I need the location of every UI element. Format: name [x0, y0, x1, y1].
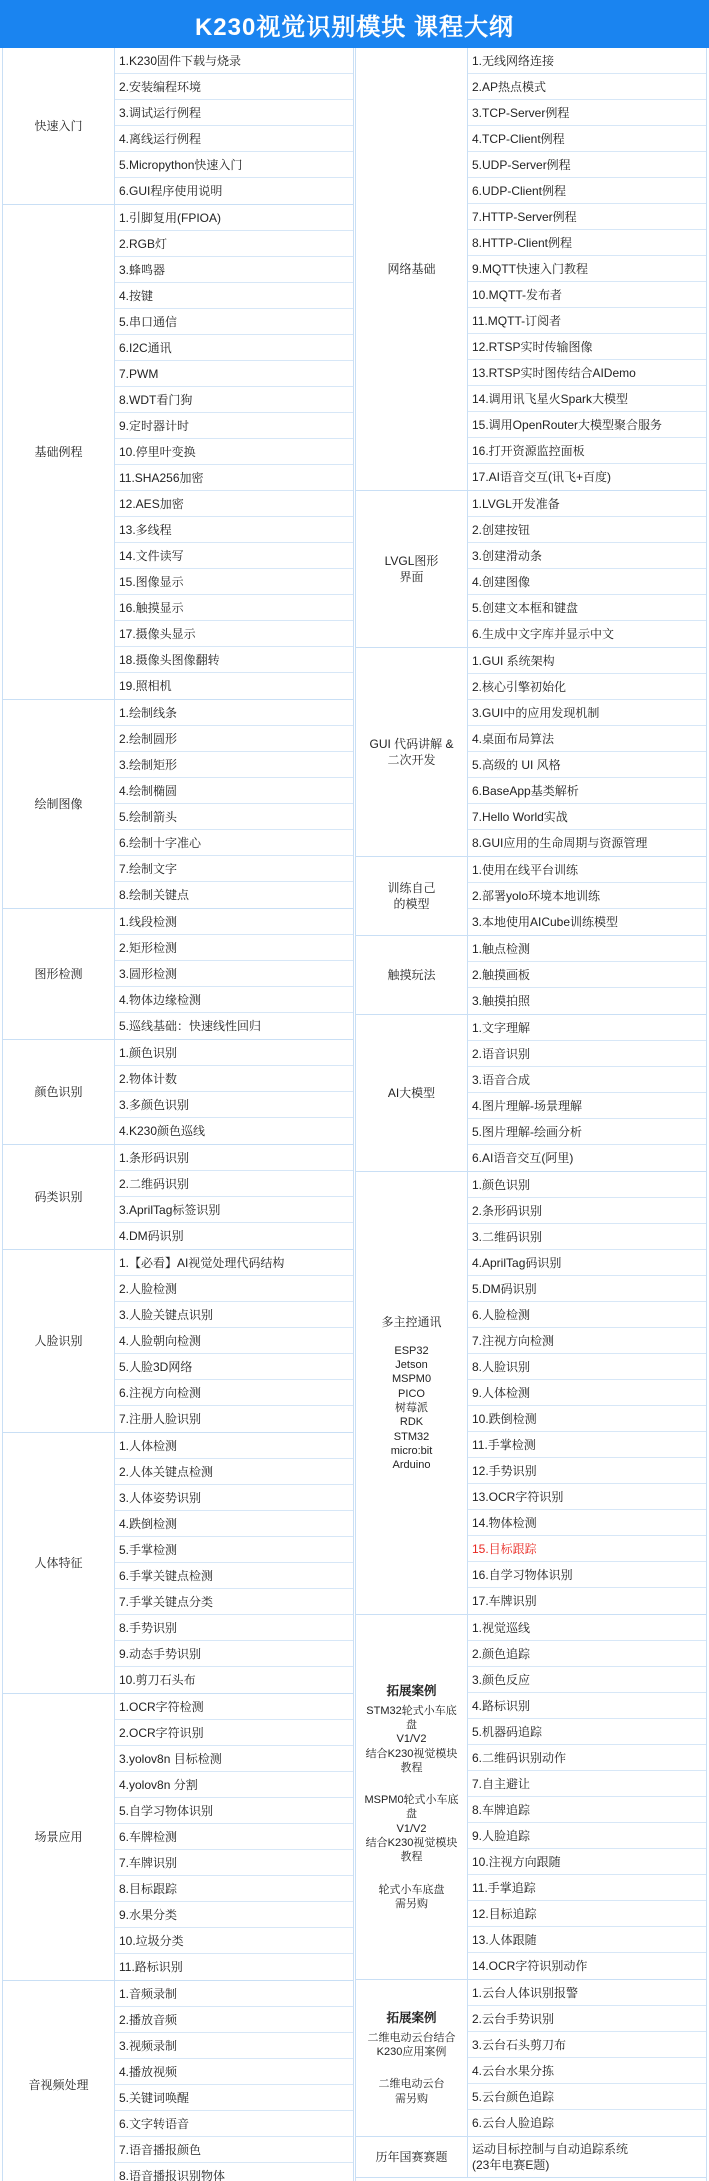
lesson-item: 8.人脸识别 — [468, 1354, 706, 1380]
category-cell — [3, 909, 115, 1039]
lesson-list — [115, 1145, 353, 1249]
lesson-item: 17.摄像头显示 — [115, 621, 353, 647]
lesson-item: 1.颜色识别 — [115, 1040, 353, 1066]
lesson-item: 4.物体边缘检测 — [115, 987, 353, 1013]
lesson-item: 2.条形码识别 — [468, 1198, 706, 1224]
lesson-item: 2.RGB灯 — [115, 231, 353, 257]
lesson-item: 3.视频录制 — [115, 2033, 353, 2059]
category-cell — [356, 491, 468, 647]
lesson-item: 3.颜色反应 — [468, 1667, 706, 1693]
course-group — [356, 491, 706, 648]
category-cell — [356, 1172, 468, 1614]
lesson-item: 7.注册人脸识别 — [119, 1412, 202, 1426]
category-label: 人体特征 — [34, 1555, 83, 1570]
course-group — [3, 205, 353, 700]
lesson-item: 3.触摸拍照 — [472, 994, 531, 1008]
lesson-item: 1.条形码识别 — [115, 1145, 353, 1171]
lesson-item: 4.yolov8n 分割 — [115, 1772, 353, 1798]
lesson-item: 7.HTTP-Server例程 — [468, 204, 706, 230]
lesson-item: 11.MQTT-订阅者 — [468, 308, 706, 334]
category-label: 场景应用 — [34, 1829, 83, 1844]
lesson-item: 6.文字转语音 — [115, 2111, 353, 2137]
lesson-item: 13.RTSP实时图传结合AIDemo — [468, 360, 706, 386]
category-label: GUI 代码讲解 & 二次开发 — [369, 736, 454, 767]
lesson-item: 2.AP热点模式 — [468, 74, 706, 100]
lesson-item: 2.创建按钮 — [468, 517, 706, 543]
lesson-item: 5.人脸3D网络 — [115, 1354, 353, 1380]
lesson-item: 1.触点检测 — [468, 936, 706, 962]
category-note: MSPM0轮式小车底盘 V1/V2 结合K230视觉模块教程 — [364, 1794, 459, 1864]
lesson-item: 1.GUI 系统架构 — [468, 648, 706, 674]
lesson-item: 1.OCR字符检测 — [115, 1694, 353, 1720]
lesson-item: 4.云台水果分拣 — [468, 2058, 706, 2084]
lesson-item: 4.播放视频 — [115, 2059, 353, 2085]
lesson-list — [468, 1980, 706, 2136]
lesson-item: 4.离线运行例程 — [115, 126, 353, 152]
lesson-item: 6.二维码识别动作 — [468, 1745, 706, 1771]
lesson-list — [115, 1040, 353, 1144]
lesson-item: 11.手掌检测 — [468, 1432, 706, 1458]
lesson-item: 3.调试运行例程 — [115, 100, 353, 126]
lesson-item: 4.按键 — [115, 283, 353, 309]
category-cell — [3, 1250, 115, 1432]
category-label: 网络基础 — [387, 261, 436, 276]
lesson-item: 7.自主避让 — [468, 1771, 706, 1797]
lesson-item: 3.云台石头剪刀布 — [468, 2032, 706, 2058]
lesson-item: 6.注视方向检测 — [115, 1380, 353, 1406]
lesson-item: 7.车牌识别 — [115, 1850, 353, 1876]
course-group — [3, 1145, 353, 1250]
lesson-item: 3.GUI中的应用发现机制 — [468, 700, 706, 726]
lesson-item: 15.调用OpenRouter大模型聚合服务 — [468, 412, 706, 438]
category-label: 基础例程 — [34, 444, 83, 459]
category-cell — [356, 936, 468, 1014]
course-group — [356, 1172, 706, 1615]
lesson-item: 2.云台手势识别 — [468, 2006, 706, 2032]
category-label: 拓展案例 — [386, 2010, 437, 2025]
lesson-item: 6.GUI程序使用说明 — [119, 184, 223, 198]
lesson-item: 1.视觉巡线 — [468, 1615, 706, 1641]
course-group — [3, 700, 353, 909]
category-label: 快速入门 — [34, 118, 83, 133]
lesson-item: 10.注视方向跟随 — [468, 1849, 706, 1875]
lesson-item: 6.BaseApp基类解析 — [468, 778, 706, 804]
lesson-item: 7.Hello World实战 — [468, 804, 706, 830]
lesson-list — [468, 1172, 706, 1614]
lesson-item: 1.无线网络连接 — [468, 48, 706, 74]
lesson-item: 8.GUI应用的生命周期与资源管理 — [472, 836, 648, 850]
category-label: 多主控通讯 — [381, 1314, 442, 1329]
category-note: 二维电动云台结合 K230应用案例 — [367, 2031, 456, 2059]
lesson-item: 14.调用讯飞星火Spark大模型 — [468, 386, 706, 412]
lesson-item: 4.TCP-Client例程 — [468, 126, 706, 152]
lesson-item: 12.AES加密 — [115, 491, 353, 517]
category-note: 轮式小车底盘 需另购 — [378, 1883, 445, 1910]
lesson-item: 1.引脚复用(FPIOA) — [115, 205, 353, 231]
lesson-item: 1.LVGL开发准备 — [468, 491, 706, 517]
lesson-item: 7.注视方向检测 — [468, 1328, 706, 1354]
lesson-item: 9.定时器计时 — [115, 413, 353, 439]
lesson-item: 1.绘制线条 — [115, 700, 353, 726]
lesson-item: 9.人脸追踪 — [468, 1823, 706, 1849]
lesson-item: 5.串口通信 — [115, 309, 353, 335]
lesson-item: 3.语音合成 — [468, 1067, 706, 1093]
lesson-item: 5.创建文本框和键盘 — [468, 595, 706, 621]
lesson-item: 1.使用在线平台训练 — [468, 857, 706, 883]
lesson-item: 3.AprilTag标签识别 — [115, 1197, 353, 1223]
lesson-item: 4.创建图像 — [468, 569, 706, 595]
lesson-item: 9.MQTT快速入门教程 — [468, 256, 706, 282]
lesson-item: 17.车牌识别 — [472, 1594, 537, 1608]
lesson-item: 5.自学习物体识别 — [115, 1798, 353, 1824]
course-group — [3, 1981, 353, 2181]
lesson-list — [115, 700, 353, 908]
lesson-item: 10.停里叶变换 — [115, 439, 353, 465]
lesson-item: 2.二维码识别 — [115, 1171, 353, 1197]
lesson-item: 7.手掌关键点分类 — [115, 1589, 353, 1615]
lesson-item: 13.OCR字符识别 — [468, 1484, 706, 1510]
lesson-item: 1.音频录制 — [115, 1981, 353, 2007]
course-group — [3, 48, 353, 205]
category-cell — [3, 1145, 115, 1249]
lesson-item: 14.物体检测 — [468, 1510, 706, 1536]
lesson-item: 3.TCP-Server例程 — [468, 100, 706, 126]
lesson-item: 5.Micropython快速入门 — [115, 152, 353, 178]
category-label: 触摸玩法 — [387, 967, 436, 982]
category-cell — [3, 1981, 115, 2181]
lesson-item: 1.文字理解 — [468, 1015, 706, 1041]
lesson-item: 12.目标追踪 — [468, 1901, 706, 1927]
lesson-item: 4.跌倒检测 — [115, 1511, 353, 1537]
lesson-item: 6.AI语音交互(阿里) — [472, 1151, 574, 1165]
lesson-item: 10.剪刀石头布 — [119, 1673, 196, 1687]
category-label: 训练自己 的模型 — [387, 880, 436, 911]
lesson-item: 6.UDP-Client例程 — [468, 178, 706, 204]
lesson-item: 11.SHA256加密 — [115, 465, 353, 491]
course-group — [3, 1694, 353, 1981]
course-group — [356, 2137, 706, 2178]
category-cell — [356, 2137, 468, 2177]
category-note: STM32轮式小车底盘 V1/V2 结合K230视觉模块教程 — [365, 1704, 458, 1774]
lesson-item: 3.yolov8n 目标检测 — [115, 1746, 353, 1772]
lesson-item: 14.OCR字符识别动作 — [472, 1959, 588, 1973]
lesson-item: 2.人脸检测 — [115, 1276, 353, 1302]
lesson-item: 19.照相机 — [119, 679, 172, 693]
category-label: 拓展案例 — [386, 1683, 437, 1698]
lesson-item: 14.文件读写 — [115, 543, 353, 569]
right-column — [355, 48, 707, 2181]
lesson-list — [468, 857, 706, 935]
lesson-item: 2.触摸画板 — [468, 962, 706, 988]
lesson-item: 7.语音播报颜色 — [115, 2137, 353, 2163]
category-label: AI大模型 — [387, 1085, 436, 1100]
lesson-item: 8.手势识别 — [115, 1615, 353, 1641]
category-cell — [3, 1040, 115, 1144]
lesson-item: 5.机器码追踪 — [468, 1719, 706, 1745]
course-group — [3, 1433, 353, 1694]
lesson-item: 15.目标跟踪 — [468, 1536, 706, 1562]
lesson-item: 13.人体跟随 — [468, 1927, 706, 1953]
lesson-item: 18.摄像头图像翻转 — [115, 647, 353, 673]
left-column — [2, 48, 354, 2181]
lesson-item: 1.K230固件下载与烧录 — [115, 48, 353, 74]
lesson-item: 2.安装编程环境 — [115, 74, 353, 100]
lesson-item: 8.语音播报识别物体 — [119, 2169, 226, 2181]
lesson-item: 3.本地使用AICube训练模型 — [472, 915, 619, 929]
lesson-item: 1.【必看】AI视觉处理代码结构 — [115, 1250, 353, 1276]
lesson-item: 4.绘制椭圆 — [115, 778, 353, 804]
lesson-list — [115, 909, 353, 1039]
lesson-item: 5.图片理解-绘画分析 — [468, 1119, 706, 1145]
category-cell — [356, 48, 468, 490]
lesson-item: 11.手掌追踪 — [468, 1875, 706, 1901]
lesson-list — [115, 1981, 353, 2181]
lesson-item: 1.云台人体识别报警 — [468, 1980, 706, 2006]
lesson-item: 2.核心引擎初始化 — [468, 674, 706, 700]
course-group — [356, 48, 706, 491]
lesson-item: 2.语音识别 — [468, 1041, 706, 1067]
category-cell — [3, 1694, 115, 1980]
category-cell — [3, 48, 115, 204]
lesson-item: 1.颜色识别 — [468, 1172, 706, 1198]
lesson-item: 4.图片理解-场景理解 — [468, 1093, 706, 1119]
category-label: 人脸识别 — [34, 1333, 83, 1348]
lesson-item: 4.人脸朝向检测 — [115, 1328, 353, 1354]
category-platforms: ESP32 Jetson MSPM0 PICO 树莓派 RDK STM32 micro:bit Arduino — [390, 1344, 433, 1472]
lesson-item: 5.手掌检测 — [115, 1537, 353, 1563]
lesson-item: 8.HTTP-Client例程 — [468, 230, 706, 256]
lesson-list — [468, 1015, 706, 1171]
lesson-item: 5.UDP-Server例程 — [468, 152, 706, 178]
category-label: LVGL图形 界面 — [384, 553, 439, 584]
lesson-item: 1.人体检测 — [115, 1433, 353, 1459]
lesson-item: 5.巡线基础：快速线性回归 — [119, 1019, 262, 1033]
course-group — [356, 936, 706, 1015]
category-cell — [3, 205, 115, 699]
lesson-list — [115, 1433, 353, 1693]
lesson-item: 7.PWM — [115, 361, 353, 387]
lesson-item: 9.动态手势识别 — [115, 1641, 353, 1667]
lesson-item: 10.MQTT-发布者 — [468, 282, 706, 308]
course-group — [3, 1250, 353, 1433]
lesson-item: 3.绘制矩形 — [115, 752, 353, 778]
category-label: 图形检测 — [34, 966, 83, 981]
lesson-item: 6.手掌关键点检测 — [115, 1563, 353, 1589]
category-cell — [356, 1015, 468, 1171]
lesson-item: 3.多颜色识别 — [115, 1092, 353, 1118]
lesson-item: 3.二维码识别 — [468, 1224, 706, 1250]
course-group — [356, 1615, 706, 1980]
lesson-item: 16.自学习物体识别 — [468, 1562, 706, 1588]
lesson-item: 2.绘制圆形 — [115, 726, 353, 752]
lesson-item: 2.物体计数 — [115, 1066, 353, 1092]
lesson-item: 8.目标跟踪 — [115, 1876, 353, 1902]
lesson-list — [115, 205, 353, 699]
lesson-item: 运动目标控制与自动追踪系统 (23年电赛E题) — [472, 2142, 629, 2172]
category-label: 音视频处理 — [28, 2077, 89, 2092]
lesson-item: 6.车牌检测 — [115, 1824, 353, 1850]
lesson-item: 4.AprilTag码识别 — [468, 1250, 706, 1276]
lesson-item: 6.I2C通讯 — [115, 335, 353, 361]
lesson-item: 6.绘制十字准心 — [115, 830, 353, 856]
lesson-item: 6.人脸检测 — [468, 1302, 706, 1328]
lesson-list — [115, 48, 353, 204]
category-note: 二维电动云台 需另购 — [378, 2078, 445, 2105]
lesson-item: 4.桌面布局算法 — [468, 726, 706, 752]
category-cell — [356, 857, 468, 935]
category-cell — [3, 700, 115, 908]
course-group — [356, 857, 706, 936]
category-cell — [356, 1980, 468, 2136]
lesson-list — [115, 1694, 353, 1980]
lesson-item: 3.蜂鸣器 — [115, 257, 353, 283]
lesson-item: 5.云台颜色追踪 — [468, 2084, 706, 2110]
lesson-item: 2.播放音频 — [115, 2007, 353, 2033]
course-group — [356, 1015, 706, 1172]
category-cell — [356, 648, 468, 856]
lesson-item: 5.关键词唤醒 — [115, 2085, 353, 2111]
category-label: 绘制图像 — [34, 796, 83, 811]
lesson-item: 2.颜色追踪 — [468, 1641, 706, 1667]
lesson-item: 2.OCR字符识别 — [115, 1720, 353, 1746]
course-group — [3, 909, 353, 1040]
lesson-list — [468, 491, 706, 647]
lesson-item: 9.水果分类 — [115, 1902, 353, 1928]
lesson-item: 4.DM码识别 — [119, 1229, 184, 1243]
lesson-item: 8.绘制关键点 — [119, 888, 190, 902]
lesson-item: 3.创建滑动条 — [468, 543, 706, 569]
lesson-item: 5.DM码识别 — [468, 1276, 706, 1302]
lesson-item: 15.图像显示 — [115, 569, 353, 595]
lesson-item: 7.绘制文字 — [115, 856, 353, 882]
category-label: 历年国赛赛题 — [375, 2149, 448, 2164]
lesson-item: 13.多线程 — [115, 517, 353, 543]
lesson-item: 2.人体关键点检测 — [115, 1459, 353, 1485]
category-cell — [356, 1615, 468, 1979]
lesson-list — [115, 1250, 353, 1432]
lesson-list — [468, 48, 706, 490]
lesson-item: 10.跌倒检测 — [468, 1406, 706, 1432]
lesson-list — [468, 936, 706, 1014]
lesson-item: 8.车牌追踪 — [468, 1797, 706, 1823]
lesson-item: 5.绘制箭头 — [115, 804, 353, 830]
lesson-item: 3.圆形检测 — [115, 961, 353, 987]
lesson-item: 3.人脸关键点识别 — [115, 1302, 353, 1328]
lesson-item: 16.打开资源监控面板 — [468, 438, 706, 464]
syllabus-table — [0, 48, 709, 2181]
lesson-item: 4.K230颜色巡线 — [119, 1124, 206, 1138]
course-group — [3, 1040, 353, 1145]
lesson-item: 6.云台人脸追踪 — [472, 2116, 555, 2130]
lesson-list — [468, 2137, 706, 2177]
lesson-item: 2.部署yolo环境本地训练 — [468, 883, 706, 909]
lesson-item: 10.垃圾分类 — [115, 1928, 353, 1954]
lesson-item: 4.路标识别 — [468, 1693, 706, 1719]
lesson-item: 9.人体检测 — [468, 1380, 706, 1406]
lesson-item: 16.触摸显示 — [115, 595, 353, 621]
lesson-item: 17.AI语音交互(讯飞+百度) — [472, 470, 612, 484]
lesson-item: 5.高级的 UI 风格 — [468, 752, 706, 778]
page-title: K230视觉识别模块 课程大纲 — [0, 0, 709, 48]
category-cell — [3, 1433, 115, 1693]
lesson-item: 12.手势识别 — [468, 1458, 706, 1484]
lesson-item: 12.RTSP实时传输图像 — [468, 334, 706, 360]
lesson-item: 3.人体姿势识别 — [115, 1485, 353, 1511]
lesson-item: 11.路标识别 — [119, 1960, 183, 1974]
category-label: 码类识别 — [34, 1189, 83, 1204]
category-label: 颜色识别 — [34, 1084, 83, 1099]
lesson-item: 1.线段检测 — [115, 909, 353, 935]
course-group — [356, 648, 706, 857]
lesson-item: 8.WDT看门狗 — [115, 387, 353, 413]
lesson-list — [468, 1615, 706, 1979]
lesson-list — [468, 648, 706, 856]
course-group — [356, 1980, 706, 2137]
lesson-item: 2.矩形检测 — [115, 935, 353, 961]
lesson-item: 6.生成中文字库并显示中文 — [472, 627, 615, 641]
